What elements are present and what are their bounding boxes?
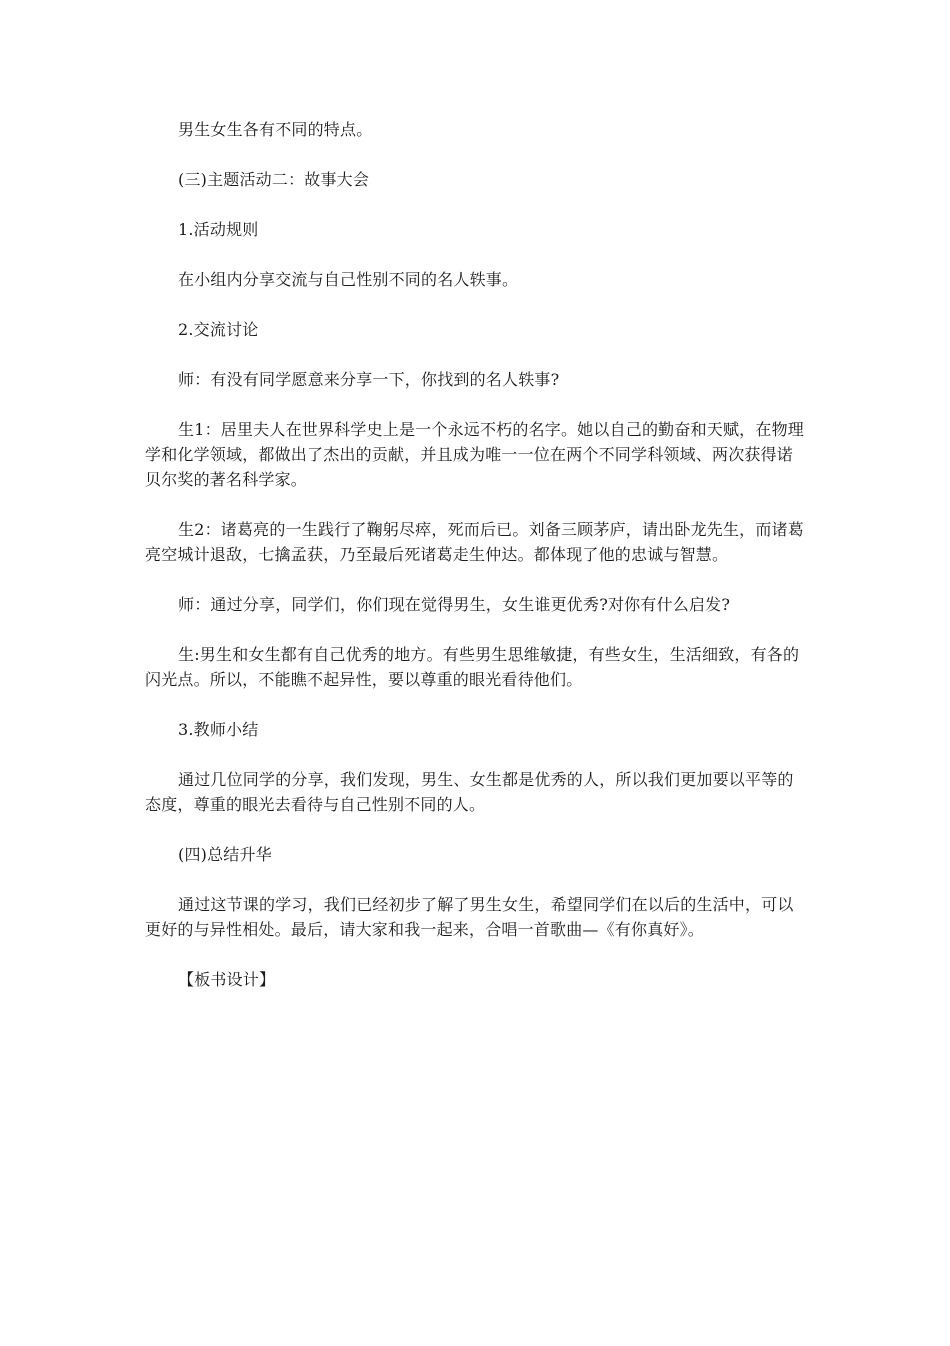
paragraph-teacher-question: 师：有没有同学愿意来分享一下，你找到的名人轶事? [178, 370, 560, 389]
heading-theme-activity-two: (三)主题活动二：故事大会 [178, 170, 370, 189]
heading-board-design: 【板书设计】 [178, 970, 276, 989]
paragraph-gender-traits: 男生女生各有不同的特点。 [178, 120, 373, 139]
paragraph-student-two: 生2：诸葛亮的一生践行了鞠躬尽瘁，死而后已。刘备三顾茅庐，请出卧龙先生，而诸葛亮空城计退敌，七擒孟获，乃至最后死诸葛走生仲达。都体现了他的忠诚与智慧。 [145, 520, 804, 564]
paragraph-student-one: 生1：居里夫人在世界科学史上是一个永远不朽的名字。她以自己的勤奋和天赋，在物理学和化学领域，都做出了杰出的贡献，并且成为唯一一位在两个不同学科领域、两次获得诺贝尔奖的著名科学家。 [145, 420, 804, 489]
heading-conclusion: (四)总结升华 [178, 845, 272, 864]
heading-teacher-summary: 3.教师小结 [178, 720, 259, 739]
paragraph-conclusion: 通过这节课的学习，我们已经初步了解了男生女生，希望同学们在以后的生活中，可以更好的与异性相处。最后，请大家和我一起来，合唱一首歌曲—《有你真好》。 [145, 895, 794, 939]
paragraph-summary: 通过几位同学的分享，我们发现，男生、女生都是优秀的人，所以我们更加要以平等的态度，尊重的眼光去看待与自己性别不同的人。 [145, 770, 794, 814]
heading-activity-rules: 1.活动规则 [178, 220, 259, 239]
heading-discussion: 2.交流讨论 [178, 320, 259, 339]
paragraph-rules: 在小组内分享交流与自己性别不同的名人轶事。 [178, 270, 519, 289]
paragraph-teacher-followup: 师：通过分享，同学们，你们现在觉得男生，女生谁更优秀?对你有什么启发? [178, 595, 731, 614]
paragraph-student-answer: 生:男生和女生都有自己优秀的地方。有些男生思维敏捷，有些女生，生活细致，有各的闪光点。所以，不能瞧不起异性，要以尊重的眼光看待他们。 [145, 645, 800, 689]
